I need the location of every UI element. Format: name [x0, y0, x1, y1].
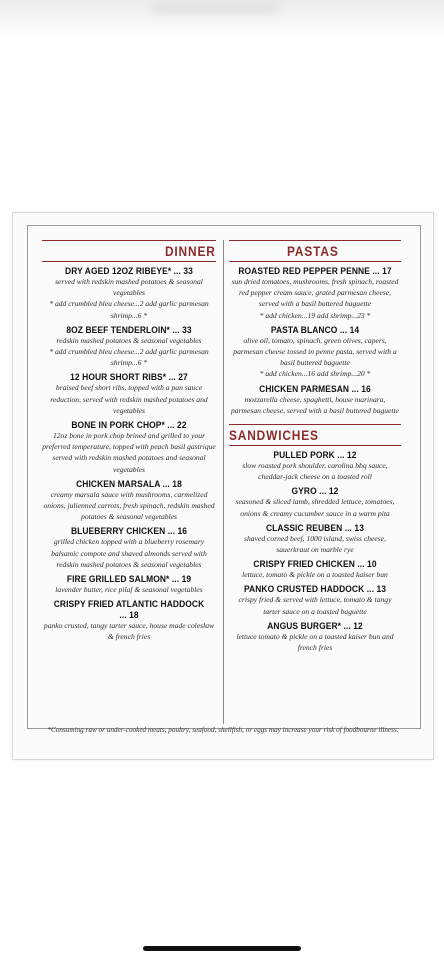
menu-item	[229, 522, 401, 555]
item-description: lavender butter, rice pilaf & seasonal vegetables	[55, 585, 203, 595]
item-name: BLUEBERRY CHICKEN ... 16	[70, 525, 188, 537]
menu-item	[229, 449, 401, 482]
item-description: creamy marsala sauce with mushrooms, carmelized onions, julienned carrots, fresh spinach, redskin mashed potatoes & seasonal vegetables	[43, 489, 215, 522]
menu-item	[42, 419, 216, 475]
menu-item	[42, 525, 216, 570]
menu-item	[229, 485, 401, 518]
item-description: lettuce tomato & pickle on a toasted kaiser bun and french fries	[236, 631, 394, 653]
status-bar-blur	[150, 0, 280, 14]
item-name: CLASSIC REUBEN ... 13	[265, 521, 365, 533]
dinner-items	[42, 265, 216, 643]
menu-item	[42, 478, 216, 523]
item-description: grilled chicken topped with a blueberry rosemary balsamic compote and shaved almonds served with redskin mashed potatoes & seasonal vegetables	[51, 537, 207, 569]
item-description: slow roasted pork shoulder, carolina bbq sauce, cheddar-jack cheese on a toasted roll	[242, 461, 388, 482]
item-description: lettuce, tomato & pickle on a toasted kaiser bun	[242, 570, 388, 580]
item-addons: * add crumbled bleu cheese...2 add garlic parmesan shrimp...6 *	[49, 347, 209, 368]
item-description: crispy fried & served with lettuce, tomato & tangy tarter sauce on a toasted baguette	[238, 595, 392, 616]
home-indicator[interactable]	[143, 946, 301, 951]
item-description: served with redskin mashed potatoes & seasonal vegetables	[55, 277, 203, 298]
item-description: redskin mashed potatoes & seasonal vegetables	[56, 335, 202, 345]
item-addons: * add crumbled bleu cheese...2 add garlic parmesan shrimp...6 *	[49, 299, 209, 320]
sandwiches-title: SANDWICHES	[229, 427, 319, 444]
item-name: ROASTED RED PEPPER PENNE ... 17	[238, 265, 392, 276]
item-name: CHICKEN PARMESAN ... 16	[259, 382, 371, 394]
item-name: PANKO CRUSTED HADDOCK ... 13	[243, 583, 387, 595]
item-name: CHICKEN MARSALA ... 18	[76, 477, 182, 489]
menu-item	[42, 598, 216, 642]
column-divider	[223, 240, 224, 724]
item-name: CRISPY FRIED CHICKEN ... 10	[253, 558, 377, 570]
dinner-rule-top	[42, 240, 216, 241]
menu-page	[12, 212, 434, 760]
item-name: 12 HOUR SHORT RIBS* ... 27	[70, 371, 188, 383]
sandwiches-rule-top	[229, 424, 401, 425]
menu-item	[42, 573, 216, 595]
sandwiches-rule-bottom	[229, 445, 401, 446]
item-name: 8OZ BEEF TENDERLOIN* ... 33	[66, 323, 192, 335]
item-name: GYRO ... 12	[291, 485, 339, 497]
item-name: PASTA BLANCO ... 14	[270, 323, 360, 335]
item-name: ANGUS BURGER* ... 12	[267, 619, 363, 631]
pastas-title: PASTAS	[287, 243, 339, 259]
dinner-header	[42, 240, 216, 262]
dinner-title: DINNER	[165, 243, 216, 259]
dinner-rule-bottom	[42, 261, 216, 262]
item-name: DRY AGED 12OZ RIBEYE* ... 33	[65, 265, 193, 276]
menu-item	[42, 324, 216, 369]
item-addons: * add chicken...16 add shrimp...20 *	[259, 369, 371, 379]
top-shade	[0, 0, 444, 40]
menu-item	[229, 620, 401, 653]
pastas-rule-top	[229, 240, 401, 241]
dinner-column	[42, 240, 216, 643]
item-description: olive oil, tomato, spinach, green olives, capers, parmesan cheese tossed in penne pasta, served with a basil buttered baguette	[233, 335, 397, 368]
item-name: BONE IN PORK CHOP* ... 22	[71, 419, 187, 431]
item-description: shaved corned beef, 1000 island, swiss cheese, sauerkraut on marble rye	[244, 533, 386, 555]
item-description: braised beef short ribs, topped with a pan sauce reduction, served with redskin mashed potatoes and vegetables	[50, 383, 208, 415]
sandwich-items	[229, 449, 401, 653]
item-description: sun dried tomatoes, mushrooms, fresh spinach, roasted red pepper cream sauce, grated parmesan cheese, served with a basil buttered baguette	[231, 277, 399, 309]
menu-frame	[27, 225, 421, 729]
item-name: PULLED PORK ... 12	[273, 449, 357, 461]
right-column	[229, 240, 401, 653]
menu-item	[42, 265, 216, 321]
item-name: FIRE GRILLED SALMON* ... 19	[66, 573, 192, 585]
pastas-rule-bottom	[229, 261, 401, 262]
menu-item	[229, 265, 401, 321]
item-name: CRISPY FRIED ATLANTIC HADDOCK ... 18	[53, 598, 205, 621]
menu-item	[229, 383, 401, 416]
item-addons: * add chicken...19 add shrimp...23 *	[259, 310, 371, 320]
pastas-header	[229, 240, 401, 262]
footnote: *Consuming raw or under-cooked meats, poultry, seafood, shellfish, or eggs may increase your risk of foodbourne illness.	[47, 726, 399, 734]
sandwiches-header	[229, 424, 401, 446]
item-description: seasoned & sliced lamb, shredded lettuce, tomatoes, onions & creamy cucumber sauce in a warm pita	[235, 497, 395, 518]
menu-item	[42, 371, 216, 416]
item-description: 12oz bone in pork chop brined and grilled to your preferred temperature, topped with peach basil gastrique served with redskin mashed potatoes and seasonal vegetables	[42, 431, 216, 474]
pasta-items	[229, 265, 401, 416]
menu-item	[229, 324, 401, 380]
item-description: mozzarella cheese, spaghetti, house marinara, parmesan cheese, served with a basil buttered baguette	[230, 394, 399, 415]
menu-item	[229, 583, 401, 616]
menu-item	[229, 558, 401, 580]
item-description: panko crusted, tangy tarter sauce, house made coleslaw & french fries	[43, 621, 215, 642]
